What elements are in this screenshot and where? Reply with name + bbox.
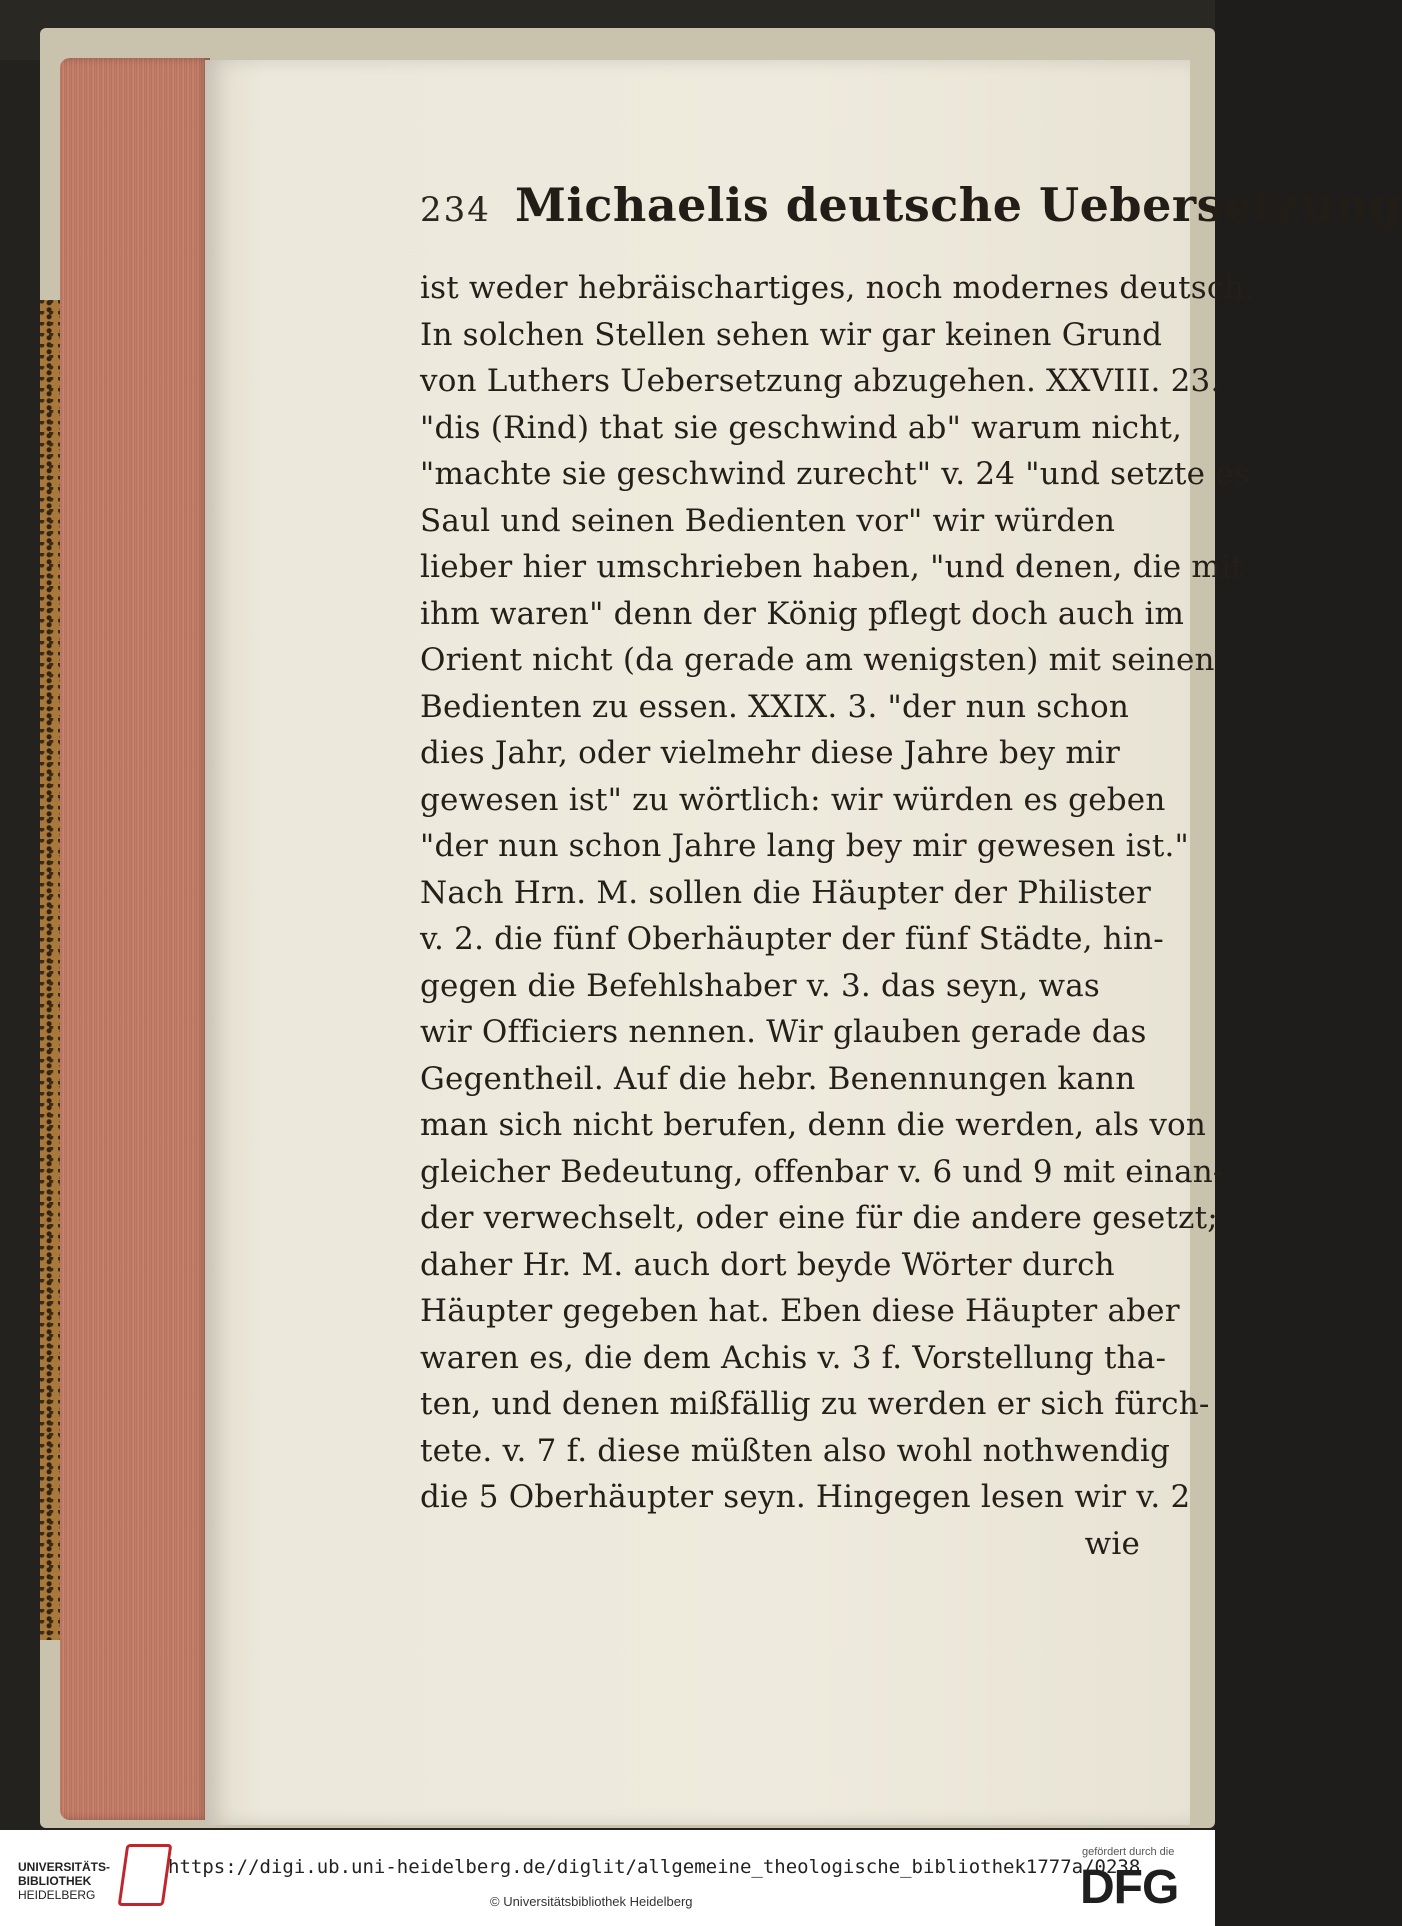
text-line: "dis (Rind) that sie geschwind ab" warum nicht, — [420, 409, 1183, 446]
text-line: "der nun schon Jahre lang bey mir gewesen ist." — [420, 828, 1190, 864]
library-name-line1: UNIVERSITÄTS- — [18, 1860, 111, 1874]
text-line: Gegentheil. Auf die hebr. Benennungen kann — [420, 1060, 1136, 1097]
text-line: "machte sie geschwind zurecht" v. 24 "und setzte es — [420, 456, 1250, 492]
catchword: wie — [1084, 1525, 1140, 1562]
text-line: Häupter gegeben hat. Eben diese Häupter aber — [420, 1293, 1180, 1329]
text-line: Nach Hrn. M. sollen die Häupter der Philister — [420, 874, 1152, 911]
text-line: wir Officiers nennen. Wir glauben gerade das — [420, 1014, 1147, 1050]
text-line: gegen die Befehlshaber v. 3. das seyn, was — [420, 967, 1101, 1004]
permalink-url[interactable]: https://digi.ub.uni-heidelberg.de/diglit/allgemeine_theologische_bibliothek1777a/0238 — [168, 1856, 1141, 1878]
funding-note: gefördert durch die — [1082, 1846, 1175, 1858]
viewer-footer — [0, 1830, 1215, 1926]
page-number: 234 — [420, 190, 491, 230]
page-edges — [60, 58, 210, 1820]
text-line: daher Hr. M. auch dort beyde Wörter durch — [420, 1246, 1115, 1283]
text-line: der verwechselt, oder eine für die andere gesetzt; — [420, 1200, 1218, 1236]
text-line: tete. v. 7 f. diese müßten also wohl nothwendig — [420, 1432, 1171, 1469]
text-line: In solchen Stellen sehen wir gar keinen Grund — [420, 316, 1163, 353]
text-line: Bedienten zu essen. XXIX. 3. "der nun schon — [420, 688, 1130, 725]
text-line: gleicher Bedeutung, offenbar v. 6 und 9 mit einan- — [420, 1153, 1224, 1190]
library-name-line3: HEIDELBERG — [18, 1888, 96, 1902]
text-line: Saul und seinen Bedienten vor" wir würden — [420, 502, 1116, 539]
text-line: ihm waren" denn der König pflegt doch auch im — [420, 595, 1185, 632]
library-mark-icon — [118, 1844, 173, 1906]
text-line: dies Jahr, oder vielmehr diese Jahre bey mir — [420, 735, 1121, 771]
text-line: gewesen ist" zu wörtlich: wir würden es geben — [420, 781, 1166, 818]
text-line: lieber hier umschrieben haben, "und denen, die mit — [420, 549, 1244, 585]
dfg-logo[interactable]: DFG — [1080, 1861, 1179, 1914]
library-name-line2: BIBLIOTHEK — [18, 1874, 92, 1888]
page-body — [420, 265, 1255, 1567]
page-header — [205, 178, 1402, 260]
running-head: Michaelis deutsche Uebersetzung — [515, 178, 1402, 232]
text-line: Orient nicht (da gerade am wenigsten) mit seinen — [420, 642, 1215, 678]
copyright-notice: © Universitätsbibliothek Heidelberg — [490, 1894, 693, 1909]
text-line: die 5 Oberhäupter seyn. Hingegen lesen wir v. 2 — [420, 1479, 1191, 1515]
text-line: ten, und denen mißfällig zu werden er sich fürch- — [420, 1386, 1210, 1422]
text-line: von Luthers Uebersetzung abzugehen. XXVIII. 23. — [420, 363, 1221, 399]
text-line: man sich nicht berufen, denn die werden, als von — [420, 1107, 1207, 1143]
text-line: v. 2. die fünf Oberhäupter der fünf Städte, hin- — [420, 921, 1164, 957]
book-page — [205, 60, 1402, 1825]
text-line: ist weder hebräischartiges, noch modernes deutsch. — [420, 270, 1255, 306]
text-line: waren es, die dem Achis v. 3 f. Vorstellung tha- — [420, 1339, 1167, 1376]
